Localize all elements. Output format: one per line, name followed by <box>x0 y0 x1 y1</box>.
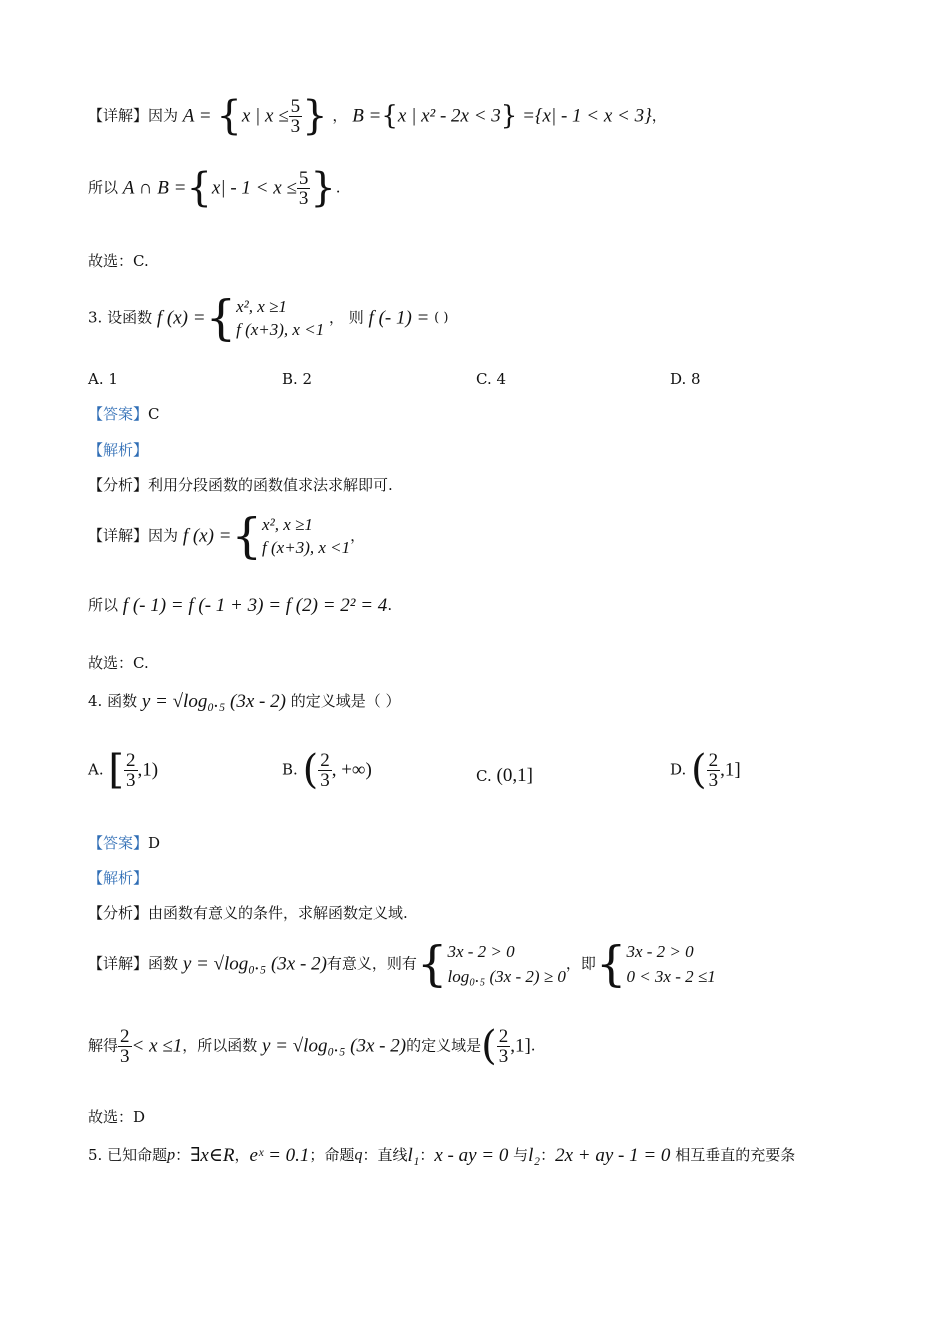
inequality-system <box>626 943 715 985</box>
right-brace: } <box>310 165 336 211</box>
proposition-q: q <box>354 1146 363 1164</box>
question-suffix: 的定义域是（ ） <box>290 692 401 710</box>
function-expr: y = √log₀.₅ (3x - 2) <box>182 953 327 975</box>
question-stem: 5. 已知命题 <box>88 1146 168 1164</box>
exp-expr: eˣ = 0.1 <box>249 1145 310 1166</box>
exists-expr: ∃x∈R <box>190 1145 235 1166</box>
left-brace: { <box>381 101 398 131</box>
case-2: f (x+3), x <1 <box>262 538 351 557</box>
option-tail: ,1] <box>720 759 741 781</box>
inequality-tail: < x ≤1 <box>131 1035 183 1057</box>
proposition-p: p <box>167 1146 176 1164</box>
inequality-system <box>447 943 565 985</box>
set-a-body: x | x ≤ <box>241 105 289 127</box>
fraction: $\frac{5}{3}$ <box>298 167 309 209</box>
intersection-lhs: A ∩ B = <box>122 177 187 199</box>
inequality-1: 3x - 2 > 0 <box>447 942 515 961</box>
option-tail: ,1) <box>137 759 159 781</box>
suoyi-label: 所以 <box>88 178 119 197</box>
xiangjie-text: 因为 <box>148 526 179 545</box>
ji-text: ，即 <box>565 954 596 973</box>
then-text: ， 则 <box>328 308 364 327</box>
comma: ， <box>332 106 348 125</box>
set-a-lhs: A = <box>182 105 212 127</box>
option-b: B. 2 <box>282 370 313 388</box>
detail-line-2 <box>88 165 341 211</box>
question-stem: 3. 设函数 <box>88 308 153 327</box>
option-tail: , +∞) <box>331 759 372 781</box>
question-5 <box>88 1146 795 1165</box>
case-2: f (x+3), x <1 <box>236 320 325 339</box>
calc-line-3 <box>88 596 392 615</box>
choose-line-2: 故选：C. <box>88 252 149 270</box>
function-lhs: f (x) = <box>156 307 206 329</box>
piecewise-cases <box>262 516 350 556</box>
colon: ： <box>175 1146 191 1164</box>
right-brace: } <box>302 93 328 139</box>
line-text: ：直线 <box>362 1146 408 1164</box>
colon: ： <box>419 1146 435 1164</box>
function-expr: y = √log₀.₅ (3x - 2) <box>141 691 286 712</box>
set-b-body: x | x² - 2x < 3 <box>397 105 501 127</box>
xiangjie-line-4 <box>88 936 716 992</box>
line-l2: l₂ <box>528 1145 541 1166</box>
question-4 <box>88 692 401 711</box>
option-body: (0,1] <box>496 765 533 786</box>
set-b-lhs: B = <box>352 105 382 127</box>
xiangjie-text: 函数 <box>148 954 179 973</box>
answer-line-4 <box>88 836 160 851</box>
fenxi-text: 由函数有意义的条件，求解函数定义域. <box>148 904 408 922</box>
inequality-2: 0 < 3x - 2 ≤1 <box>626 967 716 986</box>
yu-text: 与 <box>513 1146 529 1164</box>
fenxi-line-3 <box>88 478 393 493</box>
equation-1: x - ay = 0 <box>434 1145 509 1166</box>
fraction: $\frac{5}{3}$ <box>290 95 301 137</box>
left-brace: { <box>231 508 263 564</box>
option-d: D. 8 <box>670 370 701 388</box>
option-d <box>670 747 741 793</box>
suoyi-label: 所以 <box>88 596 119 614</box>
option-label: C. <box>476 767 492 785</box>
answer-tag: 【答案】 <box>88 834 149 852</box>
left-brace: { <box>186 165 212 211</box>
left-brace: { <box>205 290 237 346</box>
xiangjie-line-3 <box>88 508 366 564</box>
answer-value: C <box>148 405 160 423</box>
case-1: x², x ≥1 <box>262 515 313 534</box>
intersection-body: x| - 1 < x ≤ <box>211 177 297 199</box>
option-c: C. 4 <box>476 370 507 388</box>
comma: ， <box>651 106 667 125</box>
colon: ： <box>540 1146 556 1164</box>
period: . <box>530 1036 536 1055</box>
set-b-rhs: ={x| - 1 < x < 3} <box>522 105 652 127</box>
option-label: D. <box>670 760 687 779</box>
question-3 <box>88 290 449 346</box>
inequality-2: log₀.₅ (3x - 2) ≥ 0 <box>447 967 566 986</box>
left-brace: { <box>416 936 448 992</box>
fenxi-text: 利用分段函数的函数值求法求解即可. <box>148 476 393 494</box>
fenxi-tag: 【分析】 <box>88 904 149 922</box>
left-bracket: [ <box>108 747 124 793</box>
function-lhs: f (x) = <box>182 525 232 547</box>
answer-tag: 【答案】 <box>88 405 149 423</box>
comma: ， <box>234 1146 250 1164</box>
analysis-tag-4: 【解析】 <box>88 869 149 887</box>
fenxi-tag: 【分析】 <box>88 476 149 494</box>
xiangjie-tag: 【详解】 <box>88 954 149 973</box>
solve-line-4 <box>88 1023 536 1069</box>
eval-expr: f (- 1) = <box>368 307 430 329</box>
case-1: x², x ≥1 <box>236 297 287 316</box>
piecewise-cases <box>236 298 324 338</box>
option-label: B. <box>282 760 298 779</box>
period: . <box>335 178 341 197</box>
function-expr: y = √log₀.₅ (3x - 2) <box>262 1035 407 1057</box>
calc-expr: f (- 1) = f (- 1 + 3) = f (2) = 2² = 4 <box>122 595 388 616</box>
fraction: $\frac{2}{3}$ <box>120 1025 130 1067</box>
fraction: $\frac{2}{3}$ <box>320 749 330 791</box>
fenxi-line-4 <box>88 906 408 921</box>
dingyi-text: 的定义域是 <box>406 1036 482 1055</box>
question-stem: 4. 函数 <box>88 692 138 710</box>
right-brace: } <box>500 101 518 131</box>
answer-blank: ( ) <box>434 310 449 326</box>
choose-line-3: 故选：C. <box>88 654 149 672</box>
left-paren: ( <box>302 747 319 793</box>
interval-tail: ,1] <box>510 1035 531 1057</box>
option-label: A. <box>88 760 104 779</box>
suoyi-text: ，所以函数 <box>182 1036 258 1055</box>
xiangjie-tag: 【详解】 <box>88 526 149 545</box>
fraction: $\frac{2}{3}$ <box>708 749 719 791</box>
equation-2: 2x + ay - 1 = 0 <box>555 1145 671 1166</box>
question-tail: 相互垂直的充要条 <box>675 1146 796 1164</box>
option-a <box>88 747 159 793</box>
answer-line-3 <box>88 407 160 422</box>
period: . <box>387 596 393 614</box>
semicolon-text: ；命题 <box>309 1146 355 1164</box>
fraction: $\frac{2}{3}$ <box>126 749 136 791</box>
comma: ， <box>350 526 366 545</box>
detail-line-1 <box>88 93 667 139</box>
line-l1: l₁ <box>407 1145 420 1166</box>
inequality-1: 3x - 2 > 0 <box>626 942 694 961</box>
analysis-tag-3: 【解析】 <box>88 441 149 459</box>
detail-label: 【详解】因为 <box>88 106 179 125</box>
option-a: A. 1 <box>88 370 118 388</box>
answer-value: D <box>148 834 161 852</box>
option-b <box>282 747 372 793</box>
left-brace: { <box>595 936 627 992</box>
left-paren: ( <box>691 747 707 793</box>
fraction: $\frac{2}{3}$ <box>498 1025 509 1067</box>
option-c <box>476 766 533 785</box>
left-paren: ( <box>481 1023 497 1069</box>
choose-line-4: 故选：D <box>88 1108 146 1126</box>
jiede-text: 解得 <box>88 1036 119 1055</box>
left-brace: { <box>216 93 242 139</box>
xiangjie-text: 有意义，则有 <box>326 954 417 973</box>
